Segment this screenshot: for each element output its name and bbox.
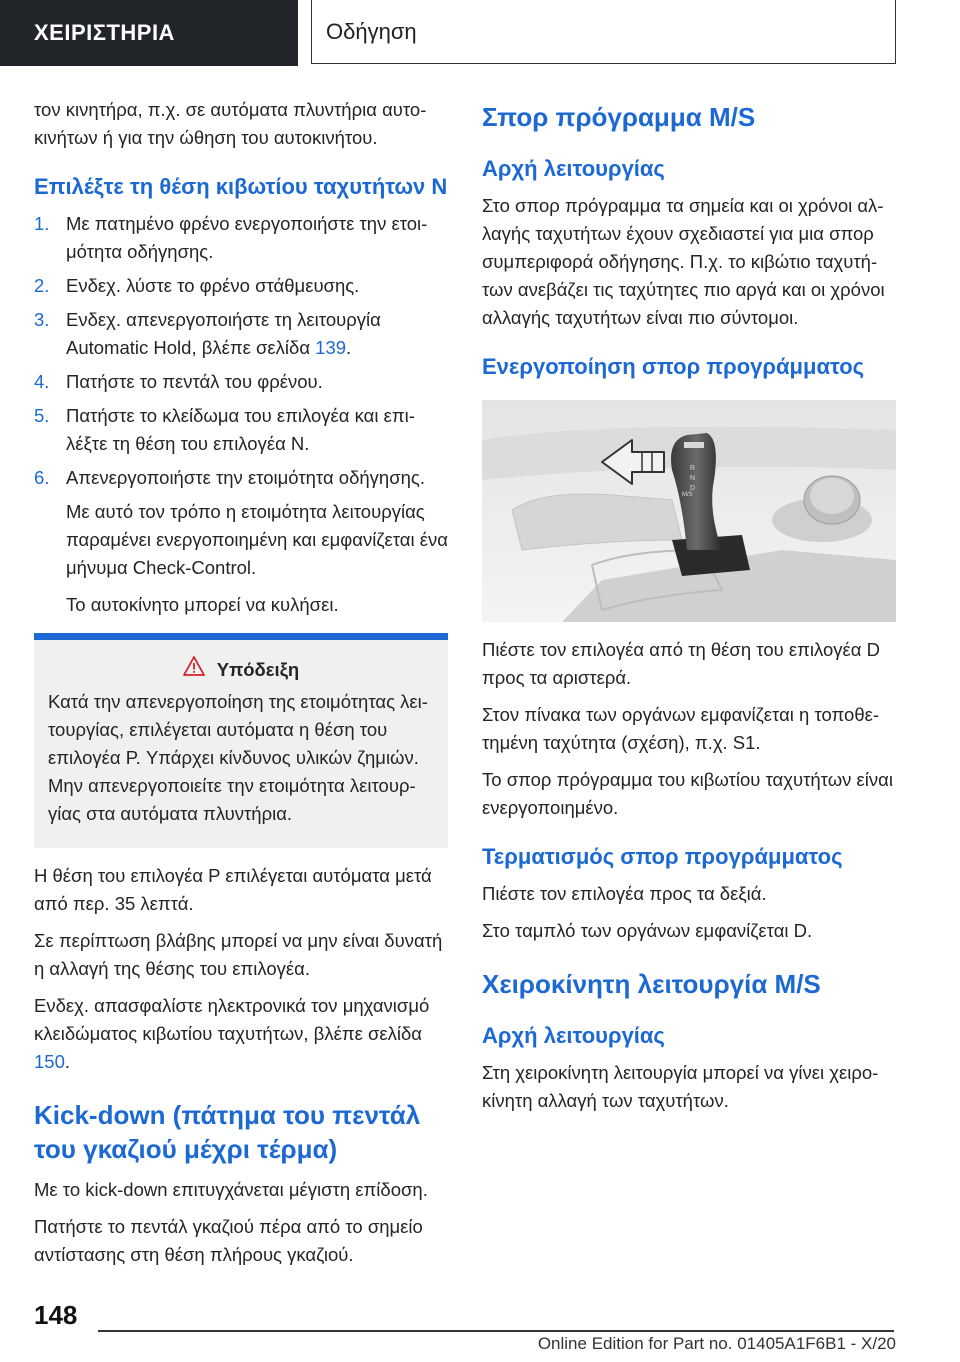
gear-selector-drawing — [482, 400, 896, 622]
paragraph-end-2: Στο ταμπλό των οργάνων εμφανίζεται D. — [482, 920, 813, 941]
intro-paragraph: τον κινητήρα, π.χ. σε αυτόματα πλυντήρια αυτοκινήτων ή για την ώθηση του αυτοκινήτου. — [34, 99, 427, 148]
paragraph-principle: Στο σπορ πρόγραμμα τα σημεία και οι χρόνοι αλλαγής ταχυτήτων έχουν σχεδιαστεί για μια σπορ συμπεριφορά οδήγησης. Π.χ. το κιβώτιο ταχυτήτων ανεβάζει τις ταχύτητες πιο αργά και οι χρόνοι αλλαγής ταχυτήτων είναι πιο σύντομοι. — [482, 195, 885, 328]
note-header — [48, 656, 434, 684]
step-number: 3. — [34, 309, 50, 330]
step-number: 1. — [34, 213, 50, 234]
section-tab[interactable] — [0, 0, 298, 66]
note-divider — [34, 633, 448, 640]
footer-divider — [98, 1330, 894, 1332]
step-text: Ενδεχ. λύστε το φρένο στάθμευσης. — [66, 275, 360, 296]
step-text: Ενδεχ. απενεργοποιήστε τη λειτουργία Automatic Hold, βλέπε σελίδα — [66, 309, 381, 358]
note-title: Υπόδειξη — [216, 659, 300, 680]
step-number: 4. — [34, 371, 50, 392]
step-result-2: Το αυτοκίνητο μπορεί να κυλήσει. — [66, 594, 339, 615]
warning-triangle-icon — [183, 656, 205, 684]
gear-selector-illustration — [482, 400, 896, 622]
heading-manual-mode: Χειροκίνητη λειτουργία M/S — [482, 969, 821, 999]
steps-list — [34, 210, 448, 492]
step-item — [34, 402, 448, 458]
page-header — [0, 0, 960, 66]
gear-label-ms: M/S — [682, 492, 693, 498]
paragraph-activate-3: Το σπορ πρόγραμμα του κιβωτίου ταχυτήτων είναι ενεργοποιημένο. — [482, 769, 893, 818]
chapter-title: Οδήγηση — [326, 18, 417, 44]
edition-note: Online Edition for Part no. 01405A1F6B1 - X/20 — [537, 1334, 896, 1353]
step-number: 2. — [34, 275, 50, 296]
paragraph-manual: Στη χειροκίνητη λειτουργία μπορεί να γίνει χειροκίνητη αλλαγή των ταχυτήτων. — [482, 1062, 879, 1111]
paragraph-kickdown-2: Πατήστε το πεντάλ γκαζιού πέρα από το σημείο αντίστασης στη θέση πλήρους γκαζιού. — [34, 1216, 423, 1265]
step-number: 6. — [34, 467, 50, 488]
step-item — [34, 368, 448, 396]
gear-label-r: R — [690, 465, 696, 472]
note-box — [34, 640, 448, 848]
step-tail: . — [346, 337, 352, 358]
heading-principle-2: Αρχή λειτουργίας — [482, 1023, 665, 1048]
paragraph-activate-2: Στον πίνακα των οργάνων εμφανίζεται η τοποθετημένη ταχύτητα (σχέση), π.χ. S1. — [482, 704, 880, 753]
chapter-tab[interactable] — [311, 0, 896, 64]
step-result: Με αυτό τον τρόπο η ετοιμότητα λειτουργίας παραμένει ενεργοποιημένη και εμφανίζεται ένα μήνυμα Check-Control. — [66, 501, 448, 578]
paragraph-end-1: Πιέστε τον επιλογέα προς τα δεξιά. — [482, 883, 767, 904]
paragraph-auto-p: Η θέση του επιλογέα P επιλέγεται αυτόματα μετά από περ. 35 λεπτά. — [34, 865, 432, 914]
step-item — [34, 210, 448, 266]
step-item — [34, 272, 448, 300]
page-number: 148 — [34, 1300, 78, 1330]
section-title: ΧΕΙΡΙΣΤΗΡΙΑ — [34, 20, 175, 45]
page-link-139[interactable]: 139 — [315, 337, 347, 358]
heading-principle: Αρχή λειτουργίας — [482, 156, 665, 181]
page-link-150[interactable]: 150 — [34, 1051, 65, 1072]
paragraph-release — [34, 992, 448, 1076]
right-column — [482, 96, 896, 1124]
gear-label-d: D — [690, 485, 696, 492]
release-text: Ενδεχ. απασφαλίστε ηλεκτρονικά τον μηχανισμό κλειδώματος κιβωτίου ταχυτήτων, βλέπε σελίδα — [34, 995, 430, 1044]
step-number: 5. — [34, 405, 50, 426]
step-text: Πατήστε το κλείδωμα του επιλογέα και επιλέξτε τη θέση του επιλογέα N. — [66, 405, 415, 454]
paragraph-kickdown-1: Με το kick-down επιτυγχάνεται μέγιστη επίδοση. — [34, 1179, 428, 1200]
paragraph-activate-1: Πιέστε τον επιλογέα από τη θέση του επιλογέα D προς τα αριστερά. — [482, 639, 880, 688]
paragraph-fault: Σε περίπτωση βλάβης μπορεί να μην είναι δυνατή η αλλαγή της θέσης του επιλογέα. — [34, 930, 443, 979]
step-text: Με πατημένο φρένο ενεργοποιήστε την ετοιμότητα οδήγησης. — [66, 213, 428, 262]
step-text: Πατήστε το πεντάλ του φρένου. — [66, 371, 323, 392]
gear-label-n: N — [690, 475, 696, 482]
heading-kickdown: Kick-down (πάτημα του πεντάλ του γκαζιού μέχρι τέρμα) — [34, 1100, 421, 1164]
heading-end-sport: Τερματισμός σπορ προγράμματος — [482, 844, 843, 869]
note-text: Κατά την απενεργοποίηση της ετοιμότητας λειτουργίας, επιλέγεται αυτόματα η θέση του επιλογέα P. Υπάρχει κίνδυνος υλικών ζημιών. Μην απενεργοποιείτε την ετοιμότητα λειτουργίας στα αυτόματα πλυντήρια. — [48, 691, 428, 824]
left-column — [34, 96, 448, 1278]
heading-sport-program: Σπορ πρόγραμμα M/S — [482, 102, 756, 132]
heading-activate-sport: Ενεργοποίηση σπορ προγράμματος — [482, 354, 865, 379]
step-item — [34, 306, 448, 362]
step-text: Απενεργοποιήστε την ετοιμότητα οδήγησης. — [66, 467, 425, 488]
release-tail: . — [64, 1051, 71, 1072]
heading-select-n: Επιλέξτε τη θέση κιβωτίου ταχυτήτων N — [34, 174, 448, 199]
step-item — [34, 464, 448, 492]
